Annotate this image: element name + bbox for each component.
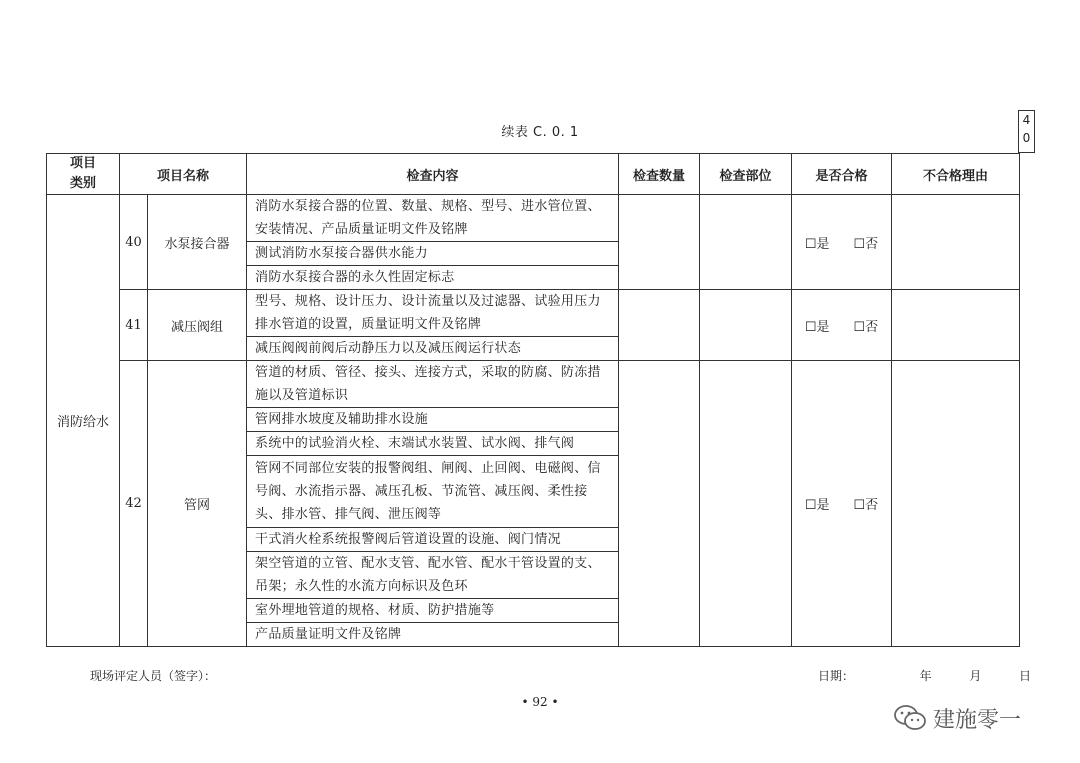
quantity-cell <box>619 195 700 290</box>
check-content: 消防水泵接合器的位置、数量、规格、型号、进水管位置、安装情况、产品质量证明文件及铭牌 <box>247 195 619 242</box>
pass-yes-checkbox[interactable]: ☐是 <box>804 498 830 513</box>
date-label: 日期： <box>818 669 855 683</box>
check-content: 室外埋地管道的规格、材质、防护措施等 <box>247 599 619 623</box>
table-row <box>47 290 1020 337</box>
qualified-cell <box>792 195 892 290</box>
check-content: 产品质量证明文件及铭牌 <box>247 623 619 647</box>
check-content: 管网排水坡度及辅助排水设施 <box>247 408 619 432</box>
header-content: 检查内容 <box>247 154 619 195</box>
date-field <box>818 667 1031 684</box>
year-label: 年 <box>919 669 932 683</box>
reason-cell <box>892 361 1020 647</box>
location-cell <box>700 361 792 647</box>
inspection-table <box>46 153 1020 647</box>
check-content: 型号、规格、设计压力、设计流量以及过滤器、试验用压力排水管道的设置，质量证明文件及铭牌 <box>247 290 619 337</box>
watermark-text: 建施零一 <box>933 707 1022 733</box>
pass-no-checkbox[interactable]: ☐否 <box>853 498 879 513</box>
item-name: 减压阀组 <box>148 290 247 361</box>
pass-no-checkbox[interactable]: ☐否 <box>853 319 879 335</box>
check-content: 系统中的试验消火栓、末端试水装置、试水阀、排气阀 <box>247 432 619 456</box>
check-content: 架空管道的立管、配水支管、配水管、配水干管设置的支、吊架；永久性的水流方向标识及色环 <box>247 552 619 599</box>
wechat-icon <box>893 703 927 733</box>
header-category: 项目 类别 <box>47 154 120 195</box>
check-content: 消防水泵接合器的永久性固定标志 <box>247 266 619 290</box>
header-location: 检查部位 <box>700 154 792 195</box>
quantity-cell <box>619 290 700 361</box>
qualified-cell <box>792 361 892 647</box>
item-number: 41 <box>120 290 148 361</box>
item-name: 管网 <box>148 361 247 647</box>
header-item-name: 项目名称 <box>120 154 247 195</box>
page-number: • 92 • <box>521 695 559 709</box>
header-qualified: 是否合格 <box>792 154 892 195</box>
pass-yes-checkbox[interactable]: ☐是 <box>804 319 830 335</box>
table-caption: 续表 C. 0. 1 <box>501 125 579 140</box>
inspector-signature-label: 现场评定人员（签字）： <box>90 669 217 683</box>
check-content: 测试消防水泵接合器供水能力 <box>247 242 619 266</box>
pass-yes-checkbox[interactable]: ☐是 <box>804 236 830 252</box>
check-content: 干式消火栓系统报警阀后管道设置的设施、阀门情况 <box>247 528 619 552</box>
category-cell: 消防给水 <box>47 195 120 647</box>
check-content: 管网不同部位安装的报警阀组、闸阀、止回阀、电磁阀、信号阀、水流指示器、减压孔板、节流管、减压阀、柔性接头、排水管、排气阀、泄压阀等 <box>247 456 619 528</box>
header-reason: 不合格理由 <box>892 154 1020 195</box>
header-row <box>47 154 1020 195</box>
check-content: 管道的材质、管径、接头、连接方式，采取的防腐、防冻措施以及管道标识 <box>247 361 619 408</box>
pass-no-checkbox[interactable]: ☐否 <box>853 236 879 252</box>
qualified-cell <box>792 290 892 361</box>
item-number: 40 <box>120 195 148 290</box>
month-label: 月 <box>969 669 982 683</box>
reason-cell <box>892 195 1020 290</box>
table-row <box>47 195 1020 242</box>
check-content: 减压阀阀前阀后动静压力以及减压阀运行状态 <box>247 337 619 361</box>
header-quantity: 检查数量 <box>619 154 700 195</box>
item-number: 42 <box>120 361 148 647</box>
location-cell <box>700 195 792 290</box>
reason-cell <box>892 290 1020 361</box>
watermark <box>893 700 1063 736</box>
quantity-cell <box>619 361 700 647</box>
location-cell <box>700 290 792 361</box>
table-row <box>47 361 1020 408</box>
item-name: 水泵接合器 <box>148 195 247 290</box>
day-label: 日 <box>1019 669 1032 683</box>
side-tab: 40 <box>1018 110 1035 153</box>
